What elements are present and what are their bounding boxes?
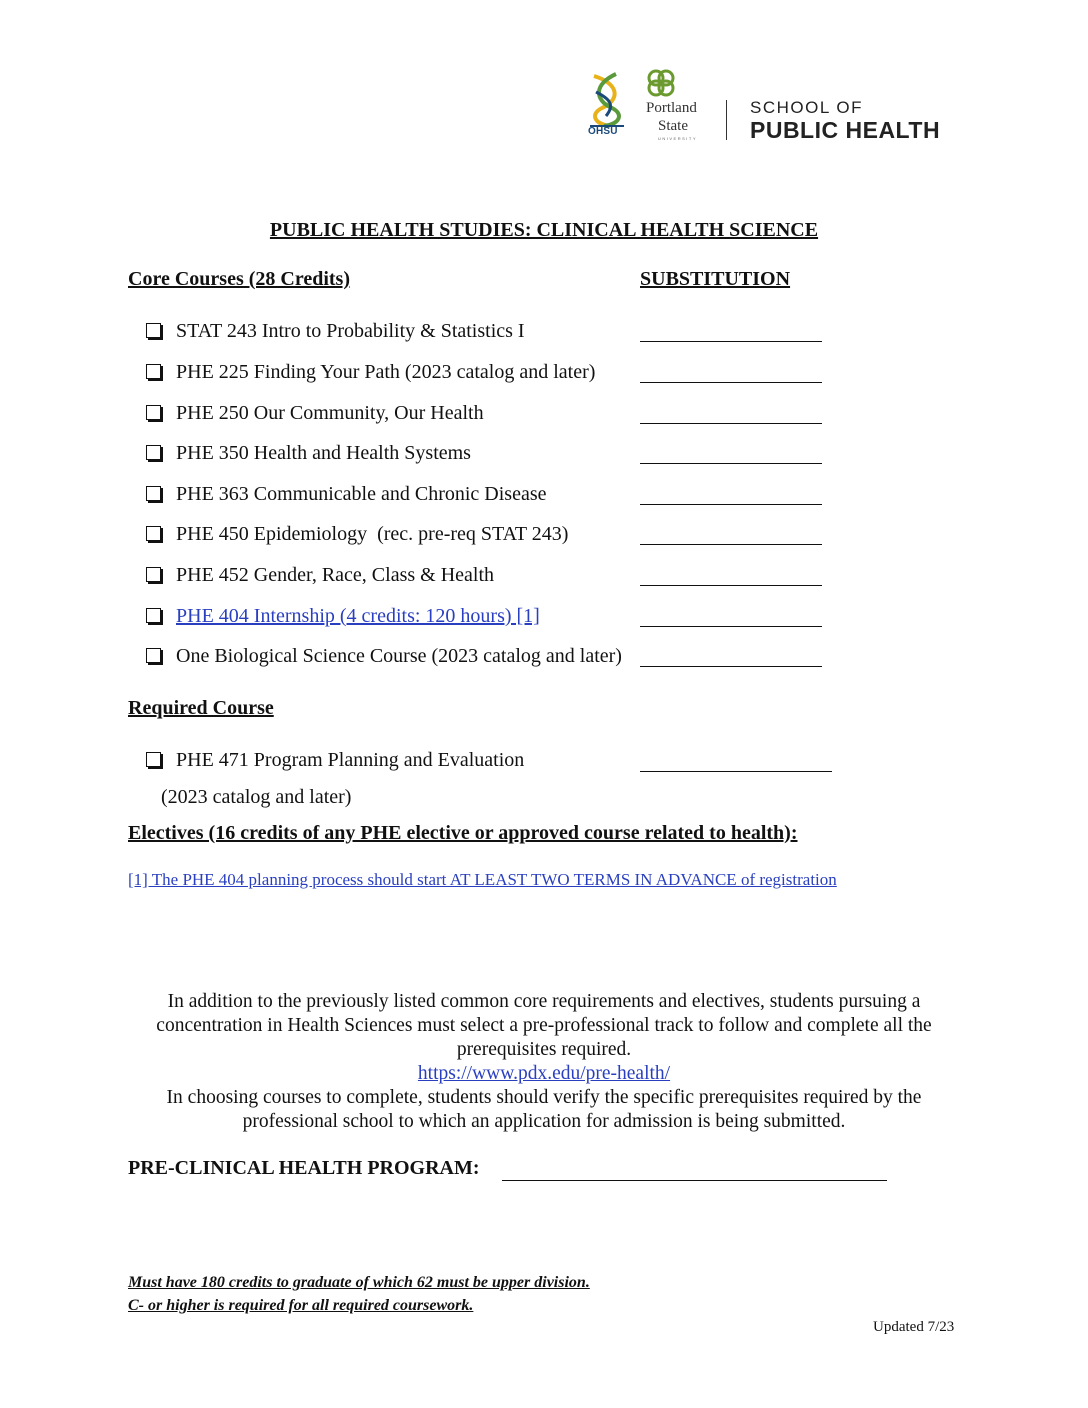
checkbox-icon[interactable] bbox=[146, 323, 161, 338]
core-item-phe350 bbox=[146, 442, 471, 465]
school-logo bbox=[586, 68, 966, 148]
substitution-line[interactable] bbox=[640, 423, 822, 424]
core-item-label: One Biological Science Course (2023 catalog and later) bbox=[176, 645, 622, 667]
substitution-line[interactable] bbox=[640, 626, 822, 627]
info-paragraph-2: In choosing courses to complete, students should verify the specific prerequisites required by the professional school to which an application for admission is being submitted. bbox=[166, 1087, 922, 1132]
checkbox-icon[interactable] bbox=[146, 486, 161, 501]
school-name-line2: PUBLIC HEALTH bbox=[750, 117, 941, 143]
checkbox-icon[interactable] bbox=[146, 405, 161, 420]
core-item-phe450 bbox=[146, 523, 568, 546]
checkbox-icon[interactable] bbox=[146, 608, 161, 623]
substitution-line[interactable] bbox=[640, 666, 822, 667]
checkbox-icon[interactable] bbox=[146, 567, 161, 582]
core-item-label: PHE 363 Communicable and Chronic Disease bbox=[176, 483, 547, 505]
core-item-phe225 bbox=[146, 361, 595, 384]
checkbox-icon[interactable] bbox=[146, 364, 161, 379]
info-paragraph-1: In addition to the previously listed common core requirements and electives, students pursuing a concentration in Health Sciences must select a pre-professional track to follow and complete all the prerequisites required. bbox=[156, 991, 932, 1060]
core-item-label: PHE 225 Finding Your Path (2023 catalog and later) bbox=[176, 361, 596, 383]
credits-note: Must have 180 credits to graduate of which 62 must be upper division. bbox=[128, 1274, 590, 1291]
logo-divider bbox=[726, 100, 727, 140]
internship-link[interactable]: PHE 404 Internship (4 credits: 120 hours) [1] bbox=[176, 605, 540, 627]
psu-logo-icon bbox=[646, 68, 676, 98]
substitution-line[interactable] bbox=[640, 544, 822, 545]
core-item-phe452 bbox=[146, 564, 494, 587]
updated-date: Updated 7/23 bbox=[873, 1319, 955, 1335]
psu-label-line3: UNIVERSITY bbox=[658, 136, 698, 141]
substitution-line[interactable] bbox=[640, 771, 832, 772]
required-item-note: (2023 catalog and later) bbox=[161, 786, 352, 808]
core-item-label: PHE 250 Our Community, Our Health bbox=[176, 402, 484, 424]
grade-note: C- or higher is required for all required coursework. bbox=[128, 1297, 474, 1314]
program-field[interactable] bbox=[502, 1180, 887, 1181]
required-item-label: PHE 471 Program Planning and Evaluation bbox=[176, 749, 525, 771]
school-name-line1: SCHOOL OF bbox=[750, 98, 863, 117]
checkbox-icon[interactable] bbox=[146, 445, 161, 460]
required-item-phe471 bbox=[146, 749, 524, 772]
core-item-label: PHE 452 Gender, Race, Class & Health bbox=[176, 564, 495, 586]
core-item-label: PHE 450 Epidemiology (rec. pre-req STAT 243) bbox=[176, 523, 569, 545]
page-title: PUBLIC HEALTH STUDIES: CLINICAL HEALTH SCIENCE bbox=[269, 219, 819, 241]
electives-heading: Electives (16 credits of any PHE elective or approved course related to health): bbox=[128, 822, 798, 844]
substitution-line[interactable] bbox=[640, 341, 822, 342]
core-item-label: STAT 243 Intro to Probability & Statistics I bbox=[176, 320, 525, 342]
checkbox-icon[interactable] bbox=[146, 648, 161, 663]
substitution-line[interactable] bbox=[640, 585, 822, 586]
core-item-phe404 bbox=[146, 605, 540, 628]
info-url-row bbox=[120, 1062, 968, 1086]
core-item-stat243 bbox=[146, 320, 525, 343]
checkbox-icon[interactable] bbox=[146, 752, 161, 767]
psu-label-line2: State bbox=[658, 118, 688, 134]
core-item-bio-science bbox=[146, 645, 622, 668]
substitution-line[interactable] bbox=[640, 463, 822, 464]
pre-health-link[interactable]: https://www.pdx.edu/pre-health/ bbox=[417, 1063, 671, 1084]
core-item-label: PHE 350 Health and Health Systems bbox=[176, 442, 471, 464]
core-courses-heading: Core Courses (28 Credits) bbox=[128, 268, 351, 290]
program-label: PRE-CLINICAL HEALTH PROGRAM: bbox=[128, 1157, 480, 1179]
psu-label-line1: Portland bbox=[646, 100, 697, 116]
checkbox-icon[interactable] bbox=[146, 526, 161, 541]
substitution-line[interactable] bbox=[640, 504, 822, 505]
substitution-line[interactable] bbox=[640, 382, 822, 383]
core-item-phe250 bbox=[146, 402, 484, 425]
required-course-heading: Required Course bbox=[128, 697, 274, 719]
core-item-phe363 bbox=[146, 483, 547, 506]
substitution-heading: SUBSTITUTION bbox=[640, 268, 791, 290]
ohsu-label: OHSU bbox=[588, 126, 618, 137]
footnote-link[interactable]: [1] The PHE 404 planning process should start AT LEAST TWO TERMS IN ADVANCE of registration bbox=[128, 870, 837, 889]
